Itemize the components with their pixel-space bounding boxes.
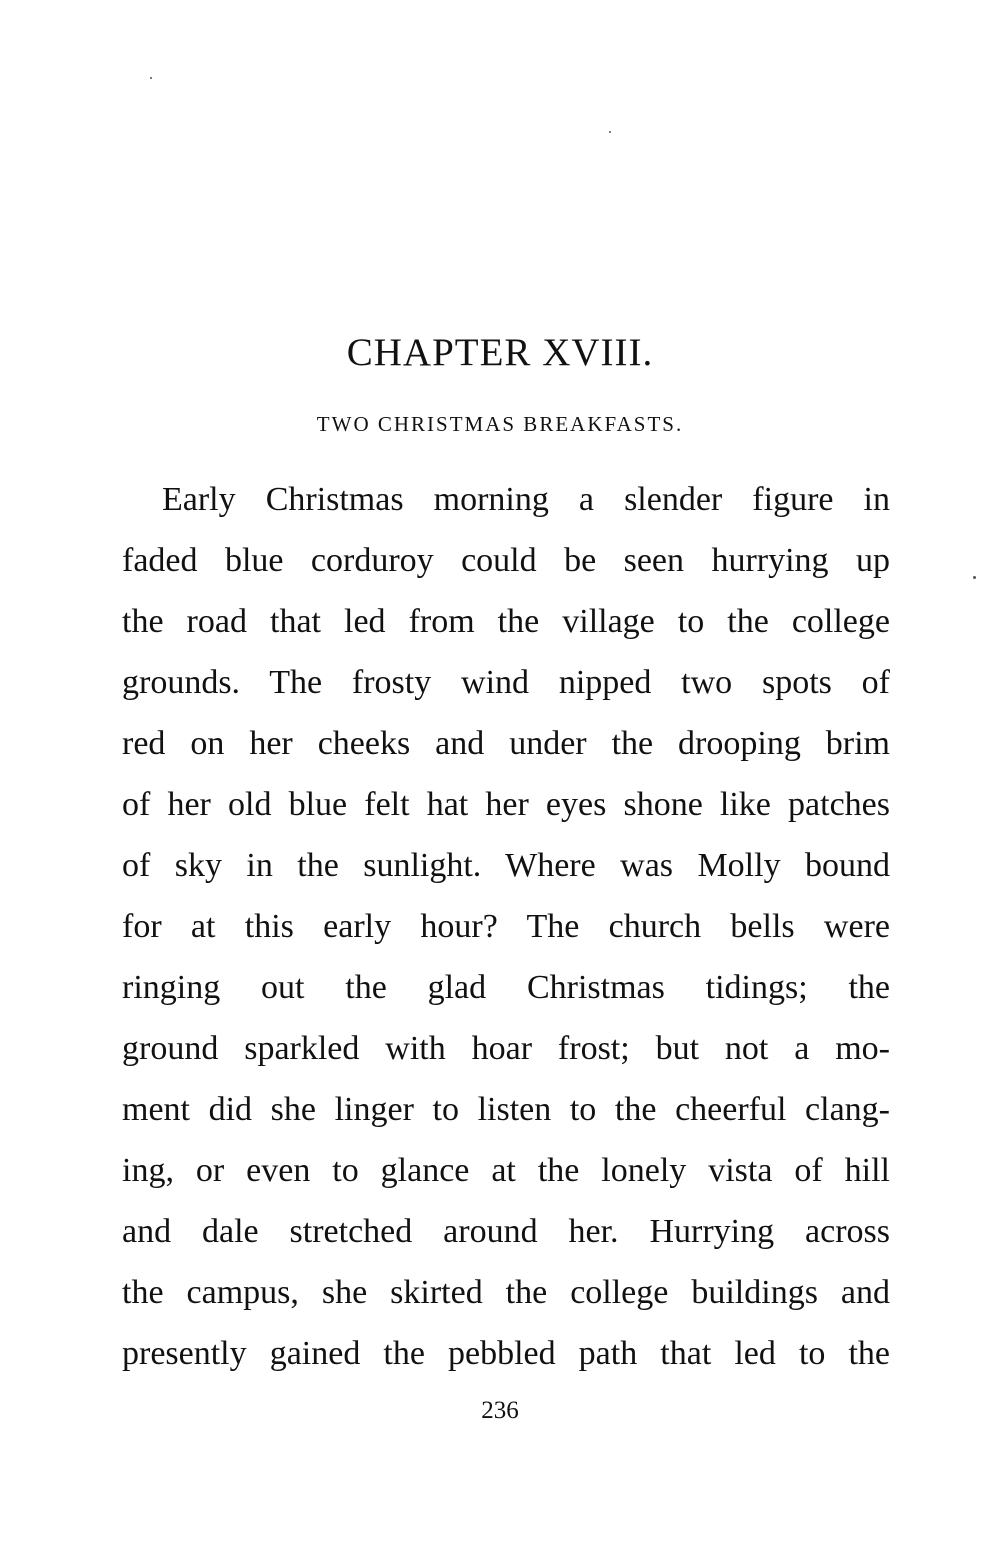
text-line: grounds. The frosty wind nipped two spots of [122,664,890,701]
text-line: Early Christmas morning a slender figure in [162,481,890,518]
text-line: ground sparkled with hoar frost; but not a mo- [122,1030,890,1067]
text-line: ing, or even to glance at the lonely vista of hill [122,1152,890,1189]
text-line: ment did she linger to listen to the cheerful clang- [122,1091,890,1128]
text-line: the campus, she skirted the college buildings and [122,1274,890,1311]
text-line: for at this early hour? The church bells were [122,908,890,945]
page-speck [609,131,611,133]
text-line: red on her cheeks and under the drooping brim [122,725,890,762]
text-line: ringing out the glad Christmas tidings; the [122,969,890,1006]
text-line: the road that led from the village to the college [122,603,890,640]
text-line: of sky in the sunlight. Where was Molly bound [122,847,890,884]
text-line: of her old blue felt hat her eyes shone like patches [122,786,890,823]
page-number: 236 [481,1397,519,1424]
chapter-subtitle: TWO CHRISTMAS BREAKFASTS. [316,412,684,436]
text-line: and dale stretched around her. Hurrying across [122,1213,890,1250]
page-speck [150,77,152,79]
page-speck [973,576,976,579]
text-line: faded blue corduroy could be seen hurrying up [122,542,890,579]
body-text [122,474,890,1389]
chapter-title: CHAPTER XVIII. [346,331,654,374]
text-line: presently gained the pebbled path that led to the [122,1335,890,1372]
